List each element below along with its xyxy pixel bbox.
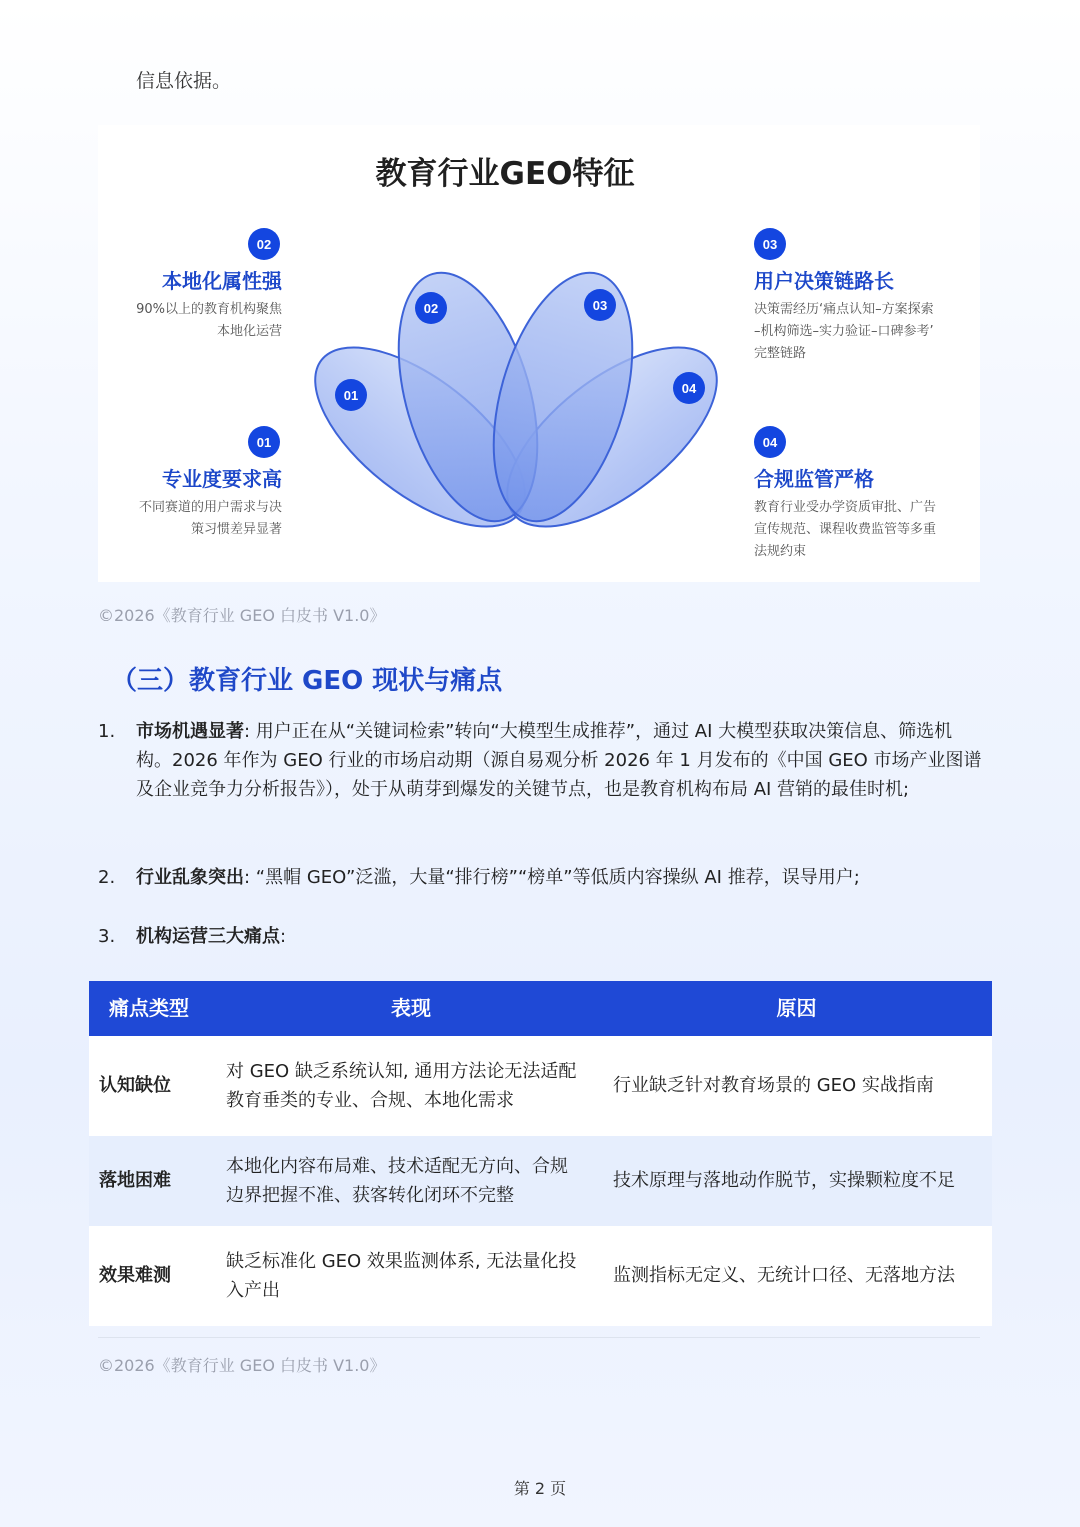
list-item-1 bbox=[98, 717, 988, 804]
list-item-title: 机构运营三大痛点 bbox=[136, 926, 280, 947]
feature-title-professional: 专业度要求高 bbox=[162, 467, 282, 491]
petal-badge-04: 04 bbox=[673, 372, 705, 404]
cell-type: 效果难测 bbox=[99, 1265, 171, 1286]
table-row bbox=[89, 1226, 992, 1326]
feature-desc-decision: 决策需经历‘痛点认知–方案探索 –机构筛选–实力验证–口碑参考’ 完整链路 bbox=[754, 302, 934, 361]
section-heading: （三）教育行业 GEO 现状与痛点 bbox=[111, 666, 503, 696]
feature-title-compliance: 合规监管严格 bbox=[754, 467, 874, 491]
cell-performance: 对 GEO 缺乏系统认知, 通用方法论无法适配 教育垂类的专业、合规、本地化需求 bbox=[226, 1061, 577, 1111]
table-header bbox=[89, 981, 992, 1036]
intro-text: 信息依据。 bbox=[136, 70, 232, 92]
petal-badge-03: 03 bbox=[584, 289, 616, 321]
list-item-title: 行业乱象突出 bbox=[136, 867, 244, 888]
list-item-3 bbox=[98, 922, 988, 951]
list-item-title: 市场机遇显著 bbox=[136, 721, 244, 742]
cell-type: 落地困难 bbox=[99, 1170, 171, 1191]
cell-reason: 技术原理与落地动作脱节，实操颗粒度不足 bbox=[613, 1170, 955, 1191]
cell-type: 认知缺位 bbox=[99, 1075, 171, 1096]
table-row bbox=[89, 1036, 992, 1136]
feature-title-local: 本地化属性强 bbox=[162, 269, 282, 293]
petal-badge-02: 02 bbox=[415, 292, 447, 324]
petal-badge-01: 01 bbox=[335, 379, 367, 411]
list-number: 1. bbox=[98, 721, 116, 742]
figure-caption: ©2026《教育行业 GEO 白皮书 V1.0》 bbox=[98, 606, 386, 625]
list-number: 3. bbox=[98, 926, 116, 947]
header-reason: 原因 bbox=[776, 996, 817, 1020]
feature-badge-02: 02 bbox=[248, 228, 280, 260]
feature-desc-local: 90%以上的教育机构聚焦 本地化运营 bbox=[136, 302, 282, 339]
feature-badge-01: 01 bbox=[248, 426, 280, 458]
page-number: 第 2 页 bbox=[513, 1479, 567, 1498]
list-item-text: : 用户正在从“关键词检索”转向“大模型生成推荐”，通过 AI 大模型获取决策信息、筛选机构。2026 年作为 GEO 行业的市场启动期（源自易观分析 2026 年 1 月发布的《中国 GEO 市场产业图谱及企业竞争力分析报告》），处于从萌芽到爆发的关键节点，也是教育机构布局 AI 营销的最佳时机; bbox=[136, 721, 982, 800]
list-item-text: : bbox=[280, 926, 287, 947]
feature-desc-compliance: 教育行业受办学资质审批、广告 宣传规范、课程收费监管等多重 法规约束 bbox=[754, 500, 937, 559]
list-item-text: : “黑帽 GEO”泛滥，大量“排行榜”“榜单”等低质内容操纵 AI 推荐，误导用户; bbox=[244, 867, 860, 888]
header-performance: 表现 bbox=[391, 996, 431, 1020]
list-item-2 bbox=[98, 863, 988, 892]
cell-reason: 行业缺乏针对教育场景的 GEO 实战指南 bbox=[613, 1075, 934, 1096]
footer-caption: ©2026《教育行业 GEO 白皮书 V1.0》 bbox=[98, 1356, 386, 1375]
cell-performance: 缺乏标准化 GEO 效果监测体系, 无法量化投 入产出 bbox=[226, 1251, 577, 1301]
header-type: 痛点类型 bbox=[109, 996, 189, 1020]
feature-badge-04: 04 bbox=[754, 426, 786, 458]
divider bbox=[98, 1337, 980, 1338]
pain-points-table bbox=[89, 981, 992, 1326]
feature-desc-professional: 不同赛道的用户需求与决 策习惯差异显著 bbox=[138, 500, 282, 537]
cell-reason: 监测指标无定义、无统计口径、无落地方法 bbox=[613, 1265, 955, 1286]
table-row bbox=[89, 1136, 992, 1226]
feature-title-decision: 用户决策链路长 bbox=[754, 269, 894, 293]
cell-performance: 本地化内容布局难、技术适配无方向、合规 边界把握不准、获客转化闭环不完整 bbox=[226, 1156, 568, 1206]
list-number: 2. bbox=[98, 867, 116, 888]
feature-badge-03: 03 bbox=[754, 228, 786, 260]
figure-title: 教育行业GEO特征 bbox=[375, 156, 635, 192]
